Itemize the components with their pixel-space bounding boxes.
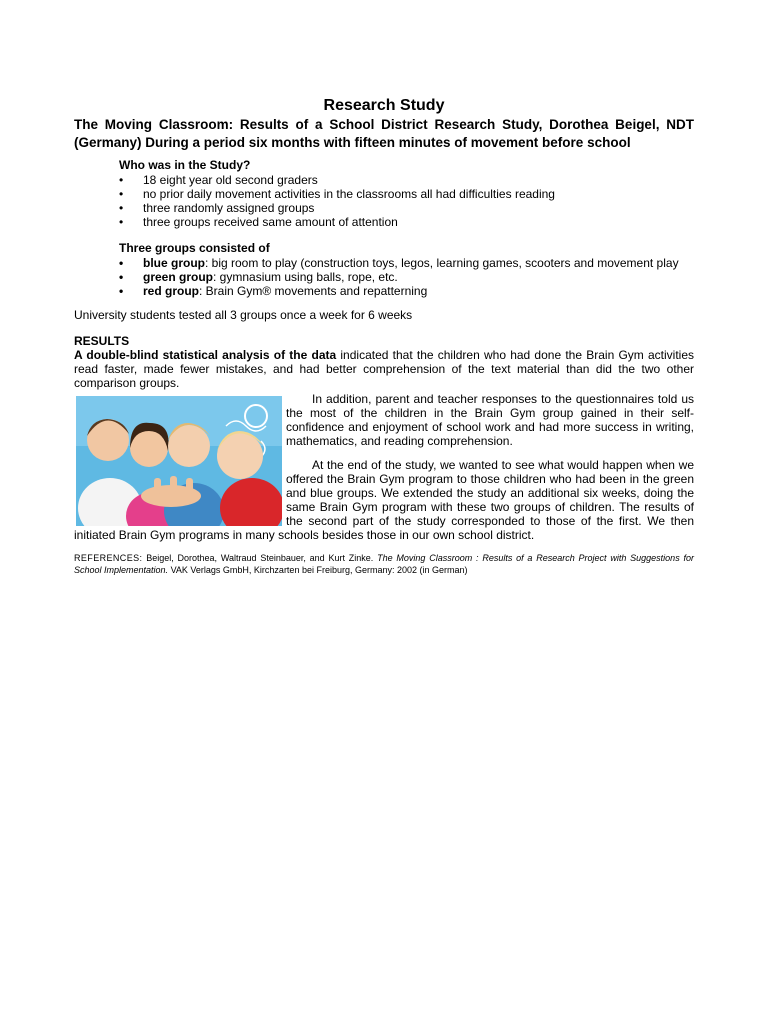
results-heading: RESULTS: [74, 334, 130, 348]
bullet-icon: •: [119, 187, 124, 201]
references: [74, 552, 694, 576]
bullet-icon: •: [119, 173, 124, 187]
list-item: • green group: gymnasium using balls, rope, etc.: [119, 270, 398, 284]
who-heading: Who was in the Study?: [119, 158, 251, 172]
who-section: [119, 158, 694, 298]
list-item: • no prior daily movement activities in the classrooms all had difficulties reading: [119, 187, 555, 201]
results-paragraph-2: In addition, parent and teacher responses to the questionnaires told us the most of the children in the Brain Gym group gained in their self-confidence and enjoyment of school work and had more success in writing, mathematics, and reading comprehension.: [286, 392, 694, 448]
groups-heading: Three groups consisted of: [119, 241, 270, 255]
list-item: • three groups received same amount of attention: [119, 215, 398, 229]
bullet-icon: •: [119, 256, 124, 270]
list-item: • three randomly assigned groups: [119, 201, 315, 215]
bullet-icon: •: [119, 201, 124, 215]
references-publisher: VAK Verlags GmbH, Kirchzarten bei Freiburg, Germany: 2002 (in German): [168, 565, 468, 575]
bullet-icon: •: [119, 215, 124, 229]
list-item: • 18 eight year old second graders: [119, 173, 318, 187]
children-thumbs-up-photo: [76, 396, 282, 526]
results-paragraph: A double-blind statistical analysis of the data indicated that the children who had done the Brain Gym activities read faster, made fewer mistakes, and had better comprehension of the text material than did the two other comparison groups.: [74, 348, 695, 390]
page-title: Research Study: [323, 97, 445, 114]
bullet-icon: •: [119, 284, 124, 298]
results-paragraph-3: At the end of the study, we wanted to see what would happen when we offered the Brain Gym program to those children who had been in the green and blue groups. We extended the study an additional six weeks, doing the same Brain Gym program with these two groups of children. The results of the second part of the study corresponded to those of the first. We then initiated Brain Gym programs in many schools besides those in our own school district.: [74, 458, 694, 542]
list-item: • blue group: big room to play (construction toys, legos, learning games, scooters and movement play: [119, 256, 679, 270]
who-list: [119, 173, 694, 229]
document-page: [74, 96, 694, 576]
references-title: The Moving Classroom : Results of a Research Project with Suggestions for School Implementation.: [74, 553, 694, 575]
groups-list: [119, 256, 694, 298]
references-label: REFERENCES:: [74, 553, 143, 563]
page-subtitle: The Moving Classroom: Results of a School District Research Study, Dorothea Beigel, NDT (Germany) During a period six months with fifteen minutes of movement before school: [74, 117, 694, 150]
tested-note: University students tested all 3 groups once a week for 6 weeks: [74, 308, 413, 322]
references-authors: Beigel, Dorothea, Waltraud Steinbauer, and Kurt Zinke.: [142, 553, 378, 563]
results-body: [74, 392, 694, 542]
bullet-icon: •: [119, 270, 124, 284]
list-item: • red group: Brain Gym® movements and repatterning: [119, 284, 428, 298]
